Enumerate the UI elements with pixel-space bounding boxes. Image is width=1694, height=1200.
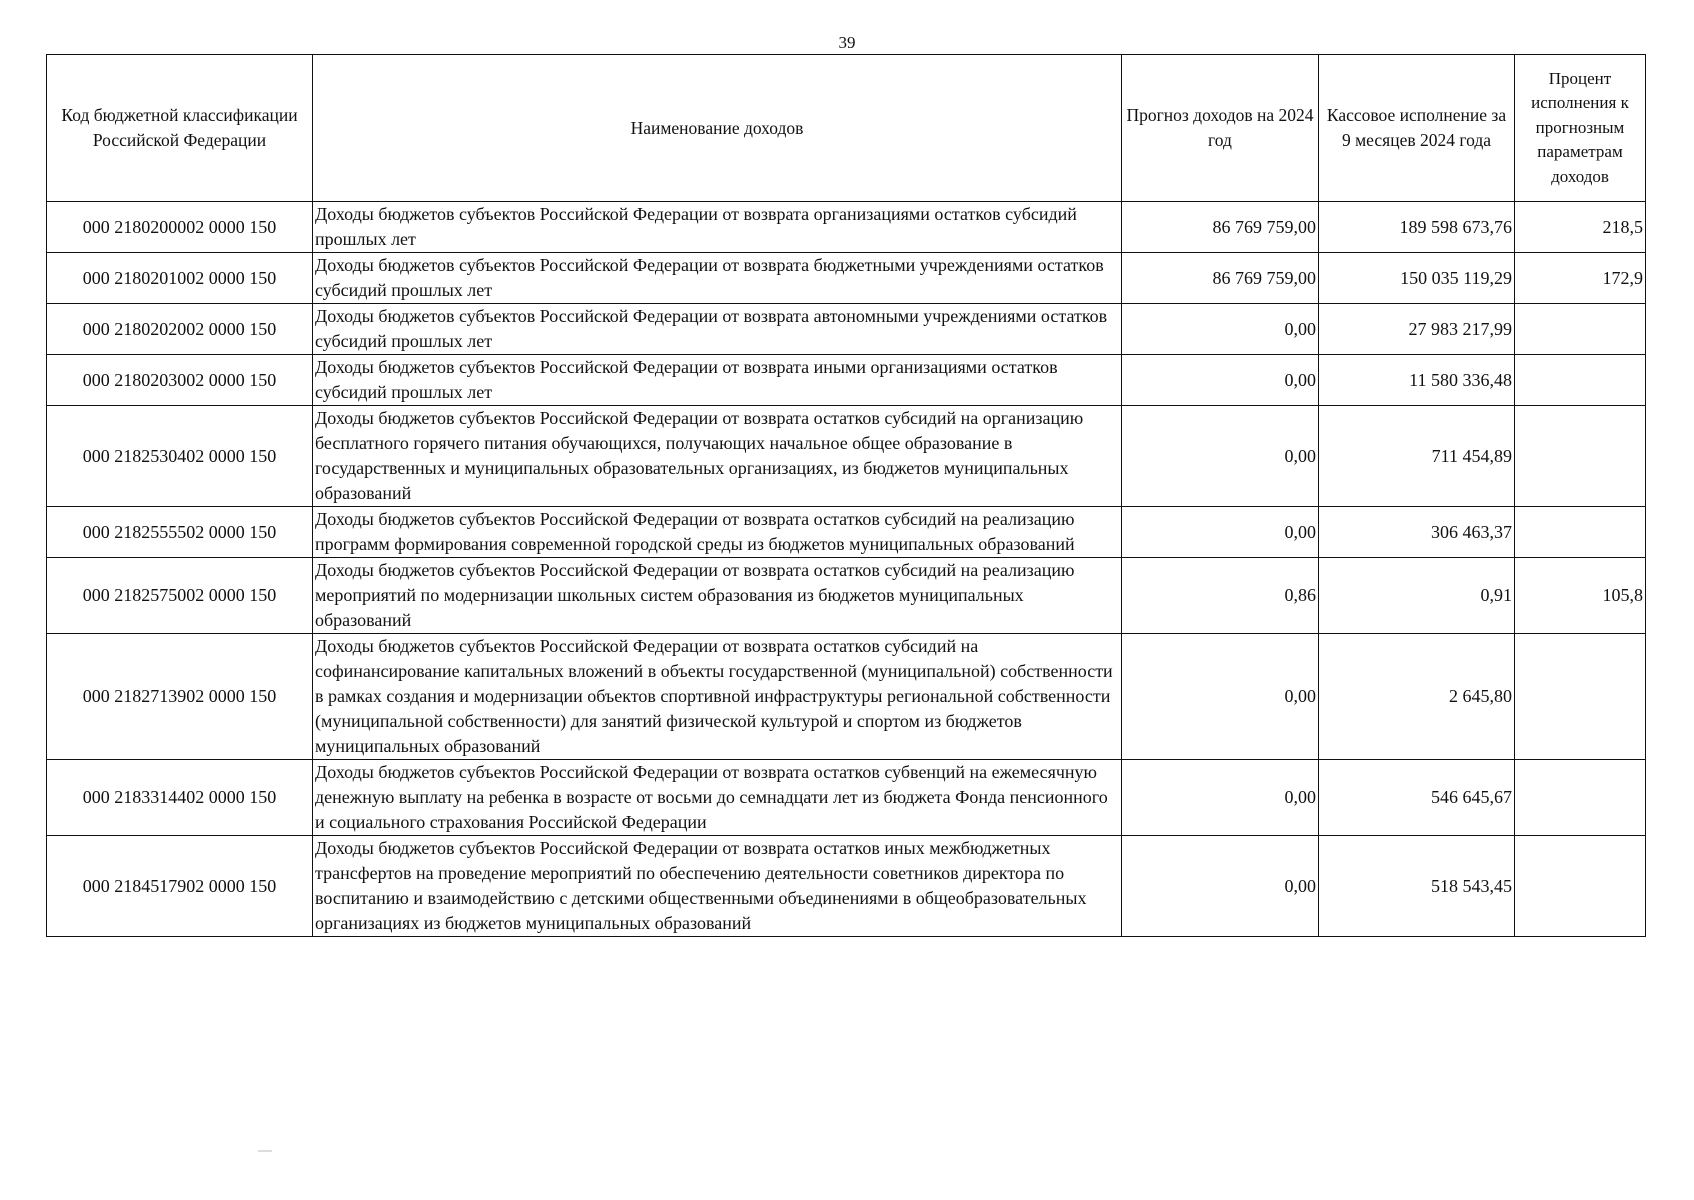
row-code: 000 2182713902 0000 150 (47, 634, 313, 760)
row-name: Доходы бюджетов субъектов Российской Федерации от возврата остатков субвенций на ежемесячную денежную выплату на ребенка в возрасте от восьми до семнадцати лет из бюджета Фонда пенсионного и социального страхования Российской Федерации (313, 760, 1122, 836)
row-name: Доходы бюджетов субъектов Российской Федерации от возврата остатков субсидий на организацию бесплатного горячего питания обучающихся, получающих начальное общее образование в государственных и муниципальных образовательных организациях, из бюджетов муниципальных образований (313, 406, 1122, 507)
table-row (47, 836, 1646, 937)
table-row (47, 202, 1646, 253)
row-code: 000 2180203002 0000 150 (47, 355, 313, 406)
row-percent (1515, 507, 1646, 558)
row-code: 000 2184517902 0000 150 (47, 836, 313, 937)
row-percent (1515, 304, 1646, 355)
page-number: 39 (838, 33, 856, 52)
row-cash: 546 645,67 (1319, 760, 1515, 836)
table-row (47, 507, 1646, 558)
row-forecast: 86 769 759,00 (1122, 253, 1319, 304)
table-row (47, 760, 1646, 836)
row-cash: 189 598 673,76 (1319, 202, 1515, 253)
row-name: Доходы бюджетов субъектов Российской Федерации от возврата остатков субсидий на реализацию мероприятий по модернизации школьных систем образования из бюджетов муниципальных образований (313, 558, 1122, 634)
row-name: Доходы бюджетов субъектов Российской Федерации от возврата автономными учреждениями остатков субсидий прошлых лет (313, 304, 1122, 355)
row-code: 000 2182530402 0000 150 (47, 406, 313, 507)
row-percent (1515, 634, 1646, 760)
row-code: 000 2182575002 0000 150 (47, 558, 313, 634)
row-cash: 2 645,80 (1319, 634, 1515, 760)
table-row (47, 558, 1646, 634)
row-forecast: 0,00 (1122, 760, 1319, 836)
table-row (47, 634, 1646, 760)
row-forecast: 86 769 759,00 (1122, 202, 1319, 253)
row-forecast: 0,00 (1122, 634, 1319, 760)
table-header-row (47, 55, 1646, 202)
row-forecast: 0,86 (1122, 558, 1319, 634)
row-name: Доходы бюджетов субъектов Российской Федерации от возврата остатков субсидий на реализацию программ формирования современной городской среды из бюджетов муниципальных образований (313, 507, 1122, 558)
row-forecast: 0,00 (1122, 836, 1319, 937)
row-name: Доходы бюджетов субъектов Российской Федерации от возврата остатков субсидий на софинансирование капитальных вложений в объекты государственной (муниципальной) собственности в рамках создания и модернизации объектов спортивной инфраструктуры региональной собственности (муниципальной собственности) для занятий физической культурой и спортом из бюджетов муниципальных образований (313, 634, 1122, 760)
row-name: Доходы бюджетов субъектов Российской Федерации от возврата иными организациями остатков субсидий прошлых лет (313, 355, 1122, 406)
header-code: Код бюджетной классификации Российской Федерации (47, 55, 313, 202)
row-code: 000 2180201002 0000 150 (47, 253, 313, 304)
row-code: 000 2183314402 0000 150 (47, 760, 313, 836)
row-percent: 172,9 (1515, 253, 1646, 304)
row-cash: 0,91 (1319, 558, 1515, 634)
row-percent: 105,8 (1515, 558, 1646, 634)
row-name: Доходы бюджетов субъектов Российской Федерации от возврата остатков иных межбюджетных трансфертов на проведение мероприятий по обеспечению деятельности советников директора по воспитанию и взаимодействию с детскими общественными объединениями в общеобразовательных организациях из бюджетов муниципальных образований (313, 836, 1122, 937)
row-cash: 27 983 217,99 (1319, 304, 1515, 355)
row-cash: 711 454,89 (1319, 406, 1515, 507)
header-forecast: Прогноз доходов на 2024 год (1122, 55, 1319, 202)
row-forecast: 0,00 (1122, 304, 1319, 355)
row-cash: 518 543,45 (1319, 836, 1515, 937)
table-row (47, 304, 1646, 355)
row-name: Доходы бюджетов субъектов Российской Федерации от возврата бюджетными учреждениями остатков субсидий прошлых лет (313, 253, 1122, 304)
header-name: Наименование доходов (313, 55, 1122, 202)
row-percent (1515, 836, 1646, 937)
row-cash: 306 463,37 (1319, 507, 1515, 558)
row-percent (1515, 406, 1646, 507)
row-forecast: 0,00 (1122, 406, 1319, 507)
row-cash: 11 580 336,48 (1319, 355, 1515, 406)
row-percent (1515, 355, 1646, 406)
header-cash-execution: Кассовое исполнение за 9 месяцев 2024 года (1319, 55, 1515, 202)
table-row (47, 355, 1646, 406)
row-code: 000 2180202002 0000 150 (47, 304, 313, 355)
table-row (47, 406, 1646, 507)
row-forecast: 0,00 (1122, 507, 1319, 558)
row-code: 000 2180200002 0000 150 (47, 202, 313, 253)
row-name: Доходы бюджетов субъектов Российской Федерации от возврата организациями остатков субсидий прошлых лет (313, 202, 1122, 253)
scan-artifact (258, 1150, 272, 1152)
row-cash: 150 035 119,29 (1319, 253, 1515, 304)
table-row (47, 253, 1646, 304)
row-forecast: 0,00 (1122, 355, 1319, 406)
row-code: 000 2182555502 0000 150 (47, 507, 313, 558)
row-percent: 218,5 (1515, 202, 1646, 253)
revenue-table (46, 54, 1646, 937)
row-percent (1515, 760, 1646, 836)
header-percent: Процент исполнения к прогнозным параметрам доходов (1515, 55, 1646, 202)
